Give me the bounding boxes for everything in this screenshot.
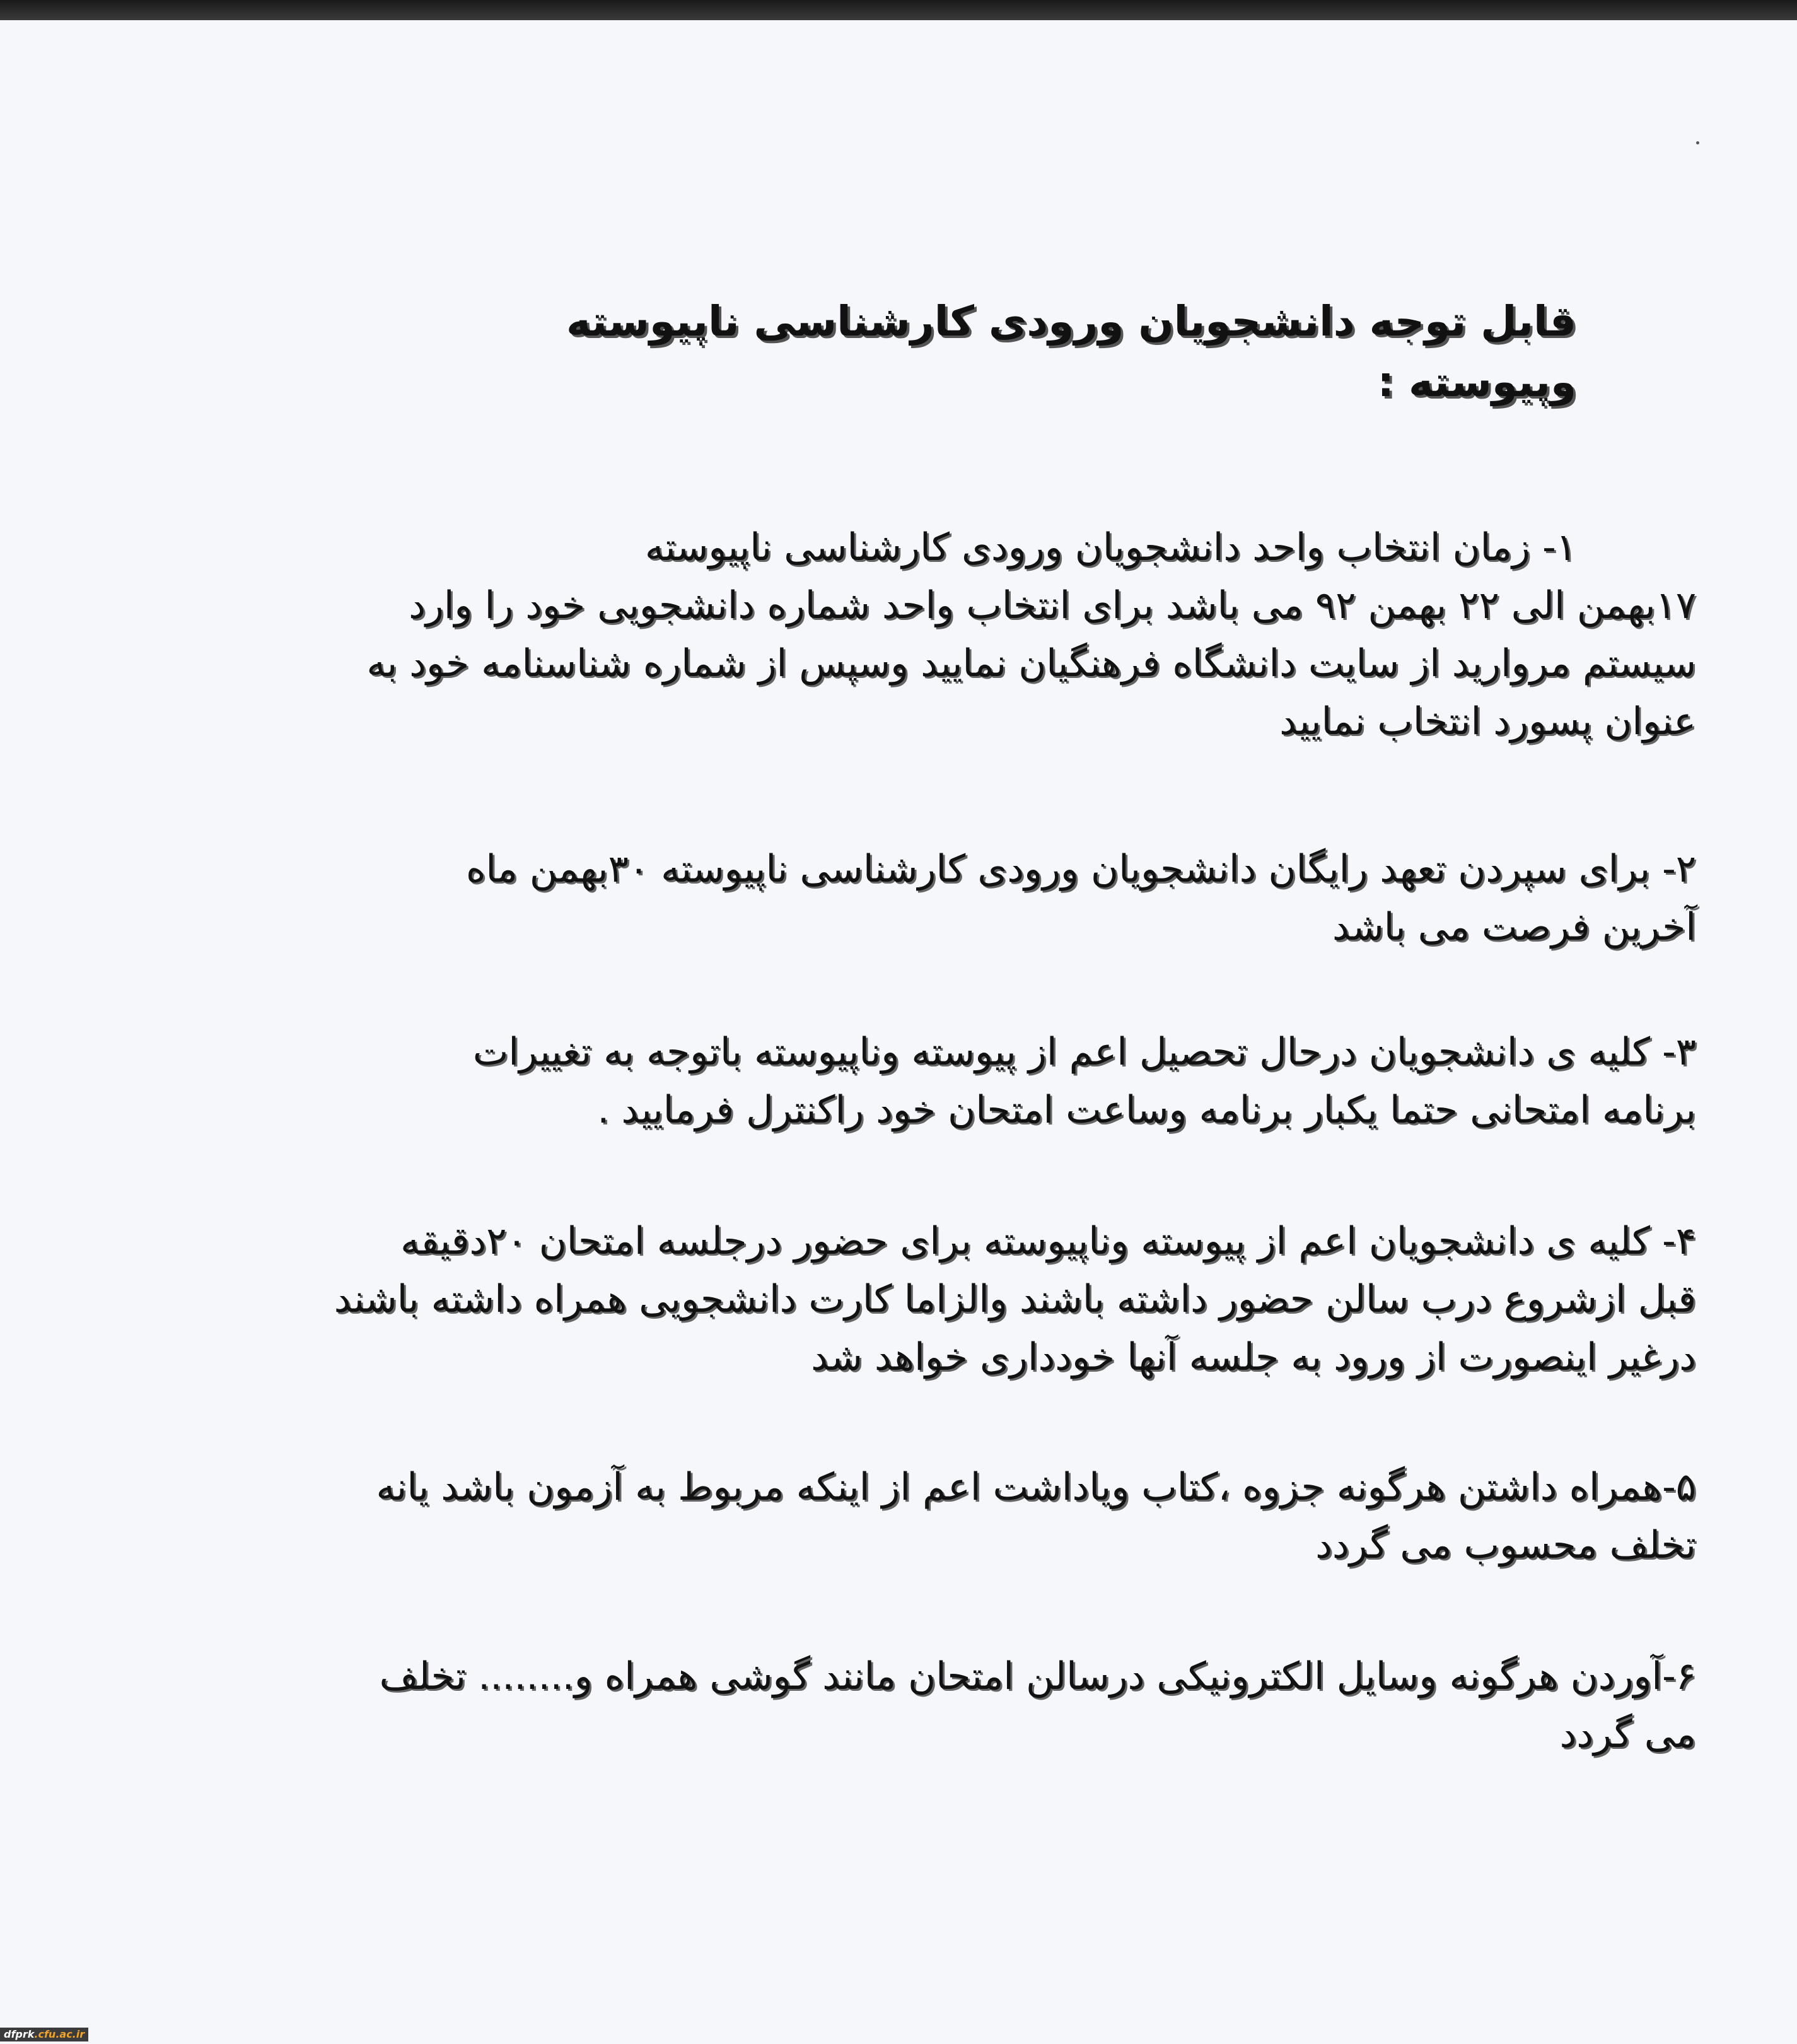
item-line: ۲- برای سپردن تعهد رایگان دانشجویان ورودی کارشناسی ناپیوسته ۳۰بهمن ماه <box>465 847 1696 891</box>
speck <box>1696 141 1699 144</box>
item-line: عنوان پسورد انتخاب نمایید <box>1279 699 1696 744</box>
item-line: ۶-آوردن هرگونه وسایل الکترونیکی درسالن امتحان مانند گوشی همراه و........ تخلف <box>379 1654 1696 1698</box>
watermark-prefix: dfprk <box>4 2028 35 2040</box>
notice-item-6 <box>126 1647 1696 1763</box>
document-title: قابل توجه دانشجویان ورودی کارشناسی ناپیوسته وپیوسته : <box>566 297 1576 406</box>
item-line: ۴- کلیه ی دانشجویان اعم از پیوسته وناپیوسته برای حضور درجلسه امتحان ۲۰دقیقه <box>400 1219 1696 1263</box>
item-line: آخرین فرصت می باشد <box>1332 905 1696 949</box>
scanner-edge <box>0 0 1797 20</box>
item-line: برنامه امتحانی حتما یکبار برنامه وساعت امتحان خود راکنترل فرمایید . <box>597 1088 1696 1132</box>
item-line: ۱۷بهمن الی ۲۲ بهمن ۹۲ می باشد برای انتخاب واحد شماره دانشجویی خود را وارد <box>409 583 1696 628</box>
document-body <box>126 291 1696 1756</box>
item-line: ۵-همراه داشتن هرگونه جزوه ،کتاب ویاداشت اعم از اینکه مربوط به آزمون باشد یانه <box>376 1465 1696 1509</box>
watermark-domain: .cfu.ac.ir <box>34 2028 85 2040</box>
item-line: می گردد <box>1559 1712 1696 1756</box>
item-line: ۱- زمان انتخاب واحد دانشجویان ورودی کارشناسی ناپیوسته <box>644 525 1576 569</box>
notice-item-4 <box>126 1212 1696 1386</box>
item-line: ۳- کلیه ی دانشجویان درحال تحصیل اعم از پیوسته وناپیوسته باتوجه به تغییرات <box>472 1030 1696 1074</box>
item-line: سیستم مروارید از سایت دانشگاه فرهنگیان نمایید وسپس از شماره شناسنامه خود به <box>366 641 1696 686</box>
notice-item-1 <box>126 518 1696 750</box>
item-line: تخلف محسوب می گردد <box>1315 1523 1696 1567</box>
item-line: قبل ازشروع درب سالن حضور داشته باشند والزاما کارت دانشجویی همراه داشته باشند <box>334 1277 1696 1321</box>
notice-item-5 <box>126 1458 1696 1574</box>
item-line: درغیر اینصورت از ورود به جلسه آنها خودداری خواهد شد <box>811 1335 1696 1379</box>
site-watermark <box>0 2028 88 2041</box>
scanned-page <box>0 20 1797 2044</box>
notice-item-3 <box>126 1023 1696 1139</box>
notice-item-2 <box>126 840 1696 956</box>
